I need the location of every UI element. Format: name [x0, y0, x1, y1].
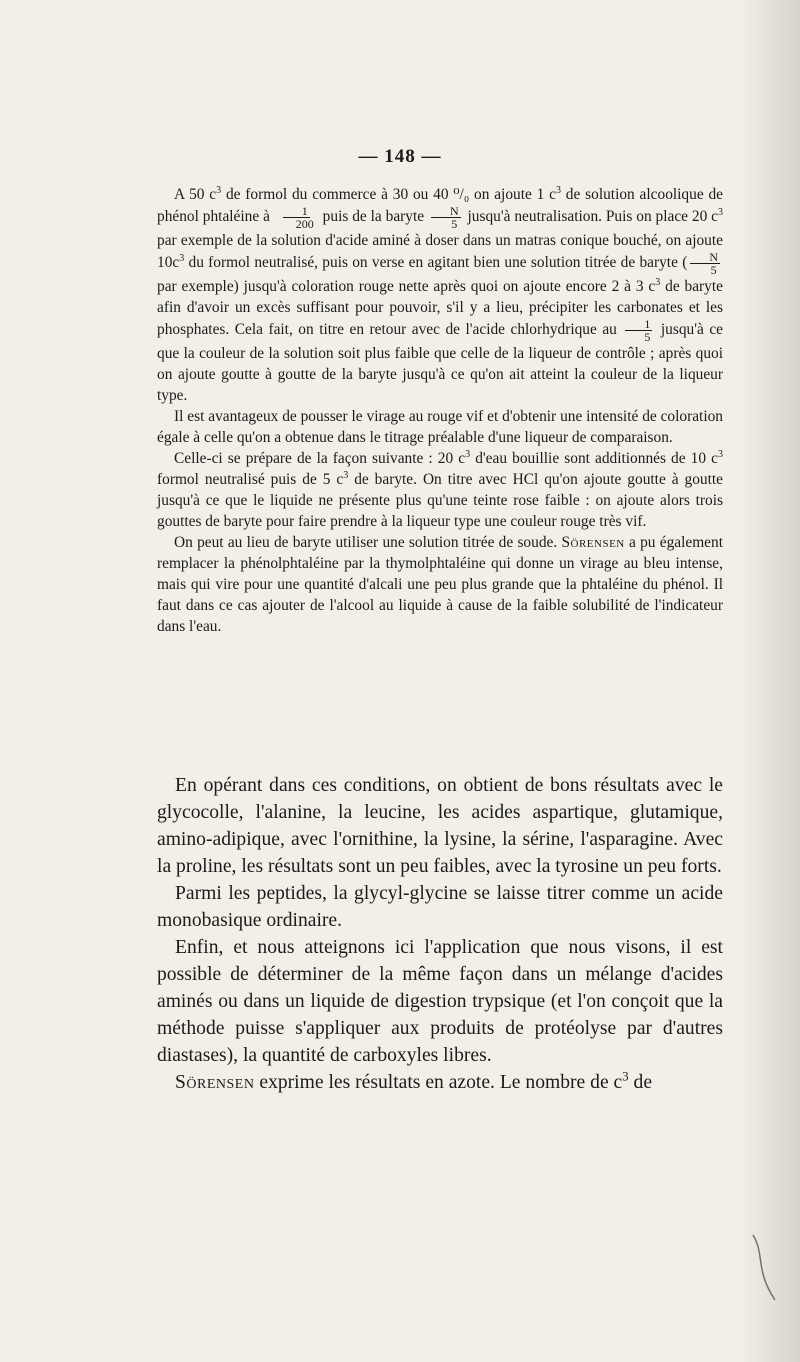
page-number: — 148 — [358, 146, 442, 167]
page-edge-shadow [740, 0, 800, 1362]
paragraph-soude: On peut au lieu de baryte utiliser une solution titrée de soude. Sörensen a pu également remplacer la phénolphtaléine par la thymolphtaléine qui donne un virage au bleu intense, mais qui vire pour une quantité d'alcali une peu plus grande que la phtaléine du phénol. Il faut dans ce cas ajouter de l'alcool au liquide à cause de la faible solubilité de l'indicateur dans l'eau. [157, 534, 723, 635]
paragraph-titration-method: A 50 $c^3$ de formol du commerce à 30 ou 40 ⁰/₀ on ajoute 1 $c^3$ de solution alcoolique de phénol phtaléine à $\frac{1}{200}$ puis de la baryte $\frac{N}{5}$ jusqu'à neutralisation. Puis on place 20 $c^3$ par exemple de la solution d'acide aminé à doser dans un matras conique bouché, on ajoute $10c^3$ du formol neutralisé, puis on verse en agitant bien une solution titrée de baryte ( $\frac{N}{5}$ par exemple) jusqu'à coloration rouge nette après quoi on ajoute encore 2 à 3 $c^3$ de baryte afin d'avoir un excès suffisant pour pouvoir, s'il y a lieu, précipiter les carbonates et les phosphates. Cela fait, on titre en retour avec de l'acide chlorhydrique au $\frac{1}{5}$ jusqu'à ce que la couleur de la solution soit plus faible que celle de la liqueur de contrôle ; après quoi on ajoute goutte à goutte de la baryte jusqu'à ce qu'on ait atteint la couleur de la liqueur type. [157, 184, 724, 404]
paragraph-reference-liquid: Celle-ci se prépare de la façon suivante : 20 $c^3$ d'eau bouillie sont additionnés de 10 $c^3$ formol neutralisé puis de 5 $c^3$ de baryte. On titre avec HCl qu'on ajoute goutte à goutte jusqu'à ce que le liquide ne présente plus qu'une teinte rose faible : on ajoute alors trois gouttes de baryte pour faire prendre à la liqueur type une couleur rouge très vif. [157, 448, 723, 530]
paragraph-virage: Il est avantageux de pousser le virage au rouge vif et d'obtenir une intensité de coloration égale à celle qu'on a obtenue dans le titrage préalable d'une liqueur de comparaison. [157, 408, 723, 446]
paragraph-results: En opérant dans ces conditions, on obtient de bons résultats avec le glycocolle, l'alanine, la leucine, les acides aspartique, glutamique, amino-adipique, avec l'ornithine, la lysine, la sérine, l'asparagine. Avec la proline, les résultats sont un peu faibles, avec la tyrosine un peu forts. [157, 775, 723, 877]
fraction-n-5-b: $\frac{N}{5}$ [690, 251, 720, 276]
page-curl-mark [745, 1230, 785, 1310]
paragraph-application: Enfin, et nous atteignons ici l'application que nous visons, il est possible de déterminer de la même façon dans un mélange d'acides aminés ou dans un liquide de digestion trypsique (et l'on conçoit que la méthode puisse s'appliquer aux produits de protéolyse par d'autres diastases), la quantité de carboxyles libres. [157, 937, 723, 1066]
author-name: Sörensen [175, 1072, 255, 1093]
fraction-n-5: $\frac{N}{5}$ [431, 205, 461, 230]
paragraph-peptides: Parmi les peptides, la glycyl-glycine se laisse titrer comme un acide monobasique ordinaire. [157, 883, 723, 931]
fraction-1-5: $\frac{1}{5}$ [625, 318, 652, 343]
small-print-block [157, 184, 723, 637]
body-text-block [157, 772, 723, 1096]
paragraph-azote: Sörensen exprime les résultats en azote. Le nombre de $c^3$ de [175, 1069, 653, 1093]
author-name: Sörensen [561, 534, 625, 551]
fraction-1-200: $\frac{1}{200}$ [277, 205, 316, 230]
